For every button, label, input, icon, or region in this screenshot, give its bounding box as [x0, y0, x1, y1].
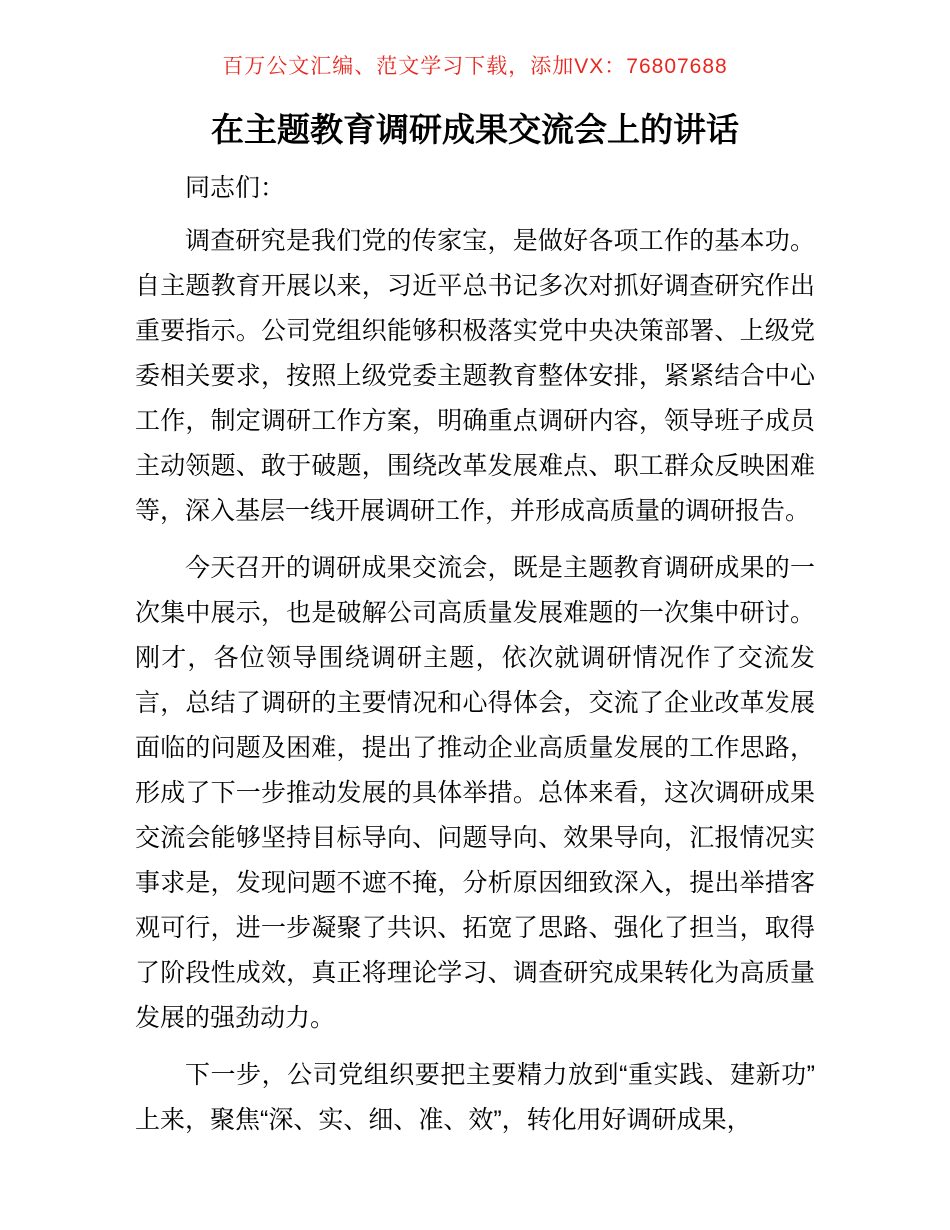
salutation: 同志们： [185, 174, 286, 202]
paragraph: 今天召开的调研成果交流会，既是主题教育调研成果的一次集中展示，也是破解公司高质量发展难题的一次集中研讨。刚才，各位领导围绕调研主题，依次就调研情况作了交流发言，总结了调研的主要情况和心得体会，交流了企业改革发展面临的问题及困难，提出了推动企业高质量发展的工作思路，形成了下一步推动发展的具体举措。总体来看，这次调研成果交流会能够坚持目标导向、问题导向、效果导向，汇报情况实事求是，发现问题不遮不掩，分析原因细致深入，提出举措客观可行，进一步凝聚了共识、拓宽了思路、强化了担当，取得了阶段性成效，真正将理论学习、调查研究成果转化为高质量发展的强劲动力。 [135, 554, 815, 1032]
page-title: 在主题教育调研成果交流会上的讲话 [211, 111, 739, 148]
promo-banner [0, 0, 950, 82]
paragraph: 下一步，公司党组织要把主要精力放到“重实践、建新功”上来，聚焦“深、实、细、准、效”，转化用好调研成果， [135, 1061, 815, 1134]
promo-banner-text: 百万公文汇编、范文学习下载，添加VX：76807688 [222, 55, 728, 78]
paragraph-list [135, 219, 815, 1143]
document-body [135, 166, 815, 1143]
paragraph: 调查研究是我们党的传家宝，是做好各项工作的基本功。自主题教育开展以来，习近平总书记多次对抓好调查研究作出重要指示。公司党组织能够积极落实党中央决策部署、上级党委相关要求，按照上级党委主题教育整体安排，紧紧结合中心工作，制定调研工作方案，明确重点调研内容，领导班子成员主动领题、敢于破题，围绕改革发展难点、职工群众反映困难等，深入基层一线开展调研工作，并形成高质量的调研报告。 [135, 227, 815, 525]
